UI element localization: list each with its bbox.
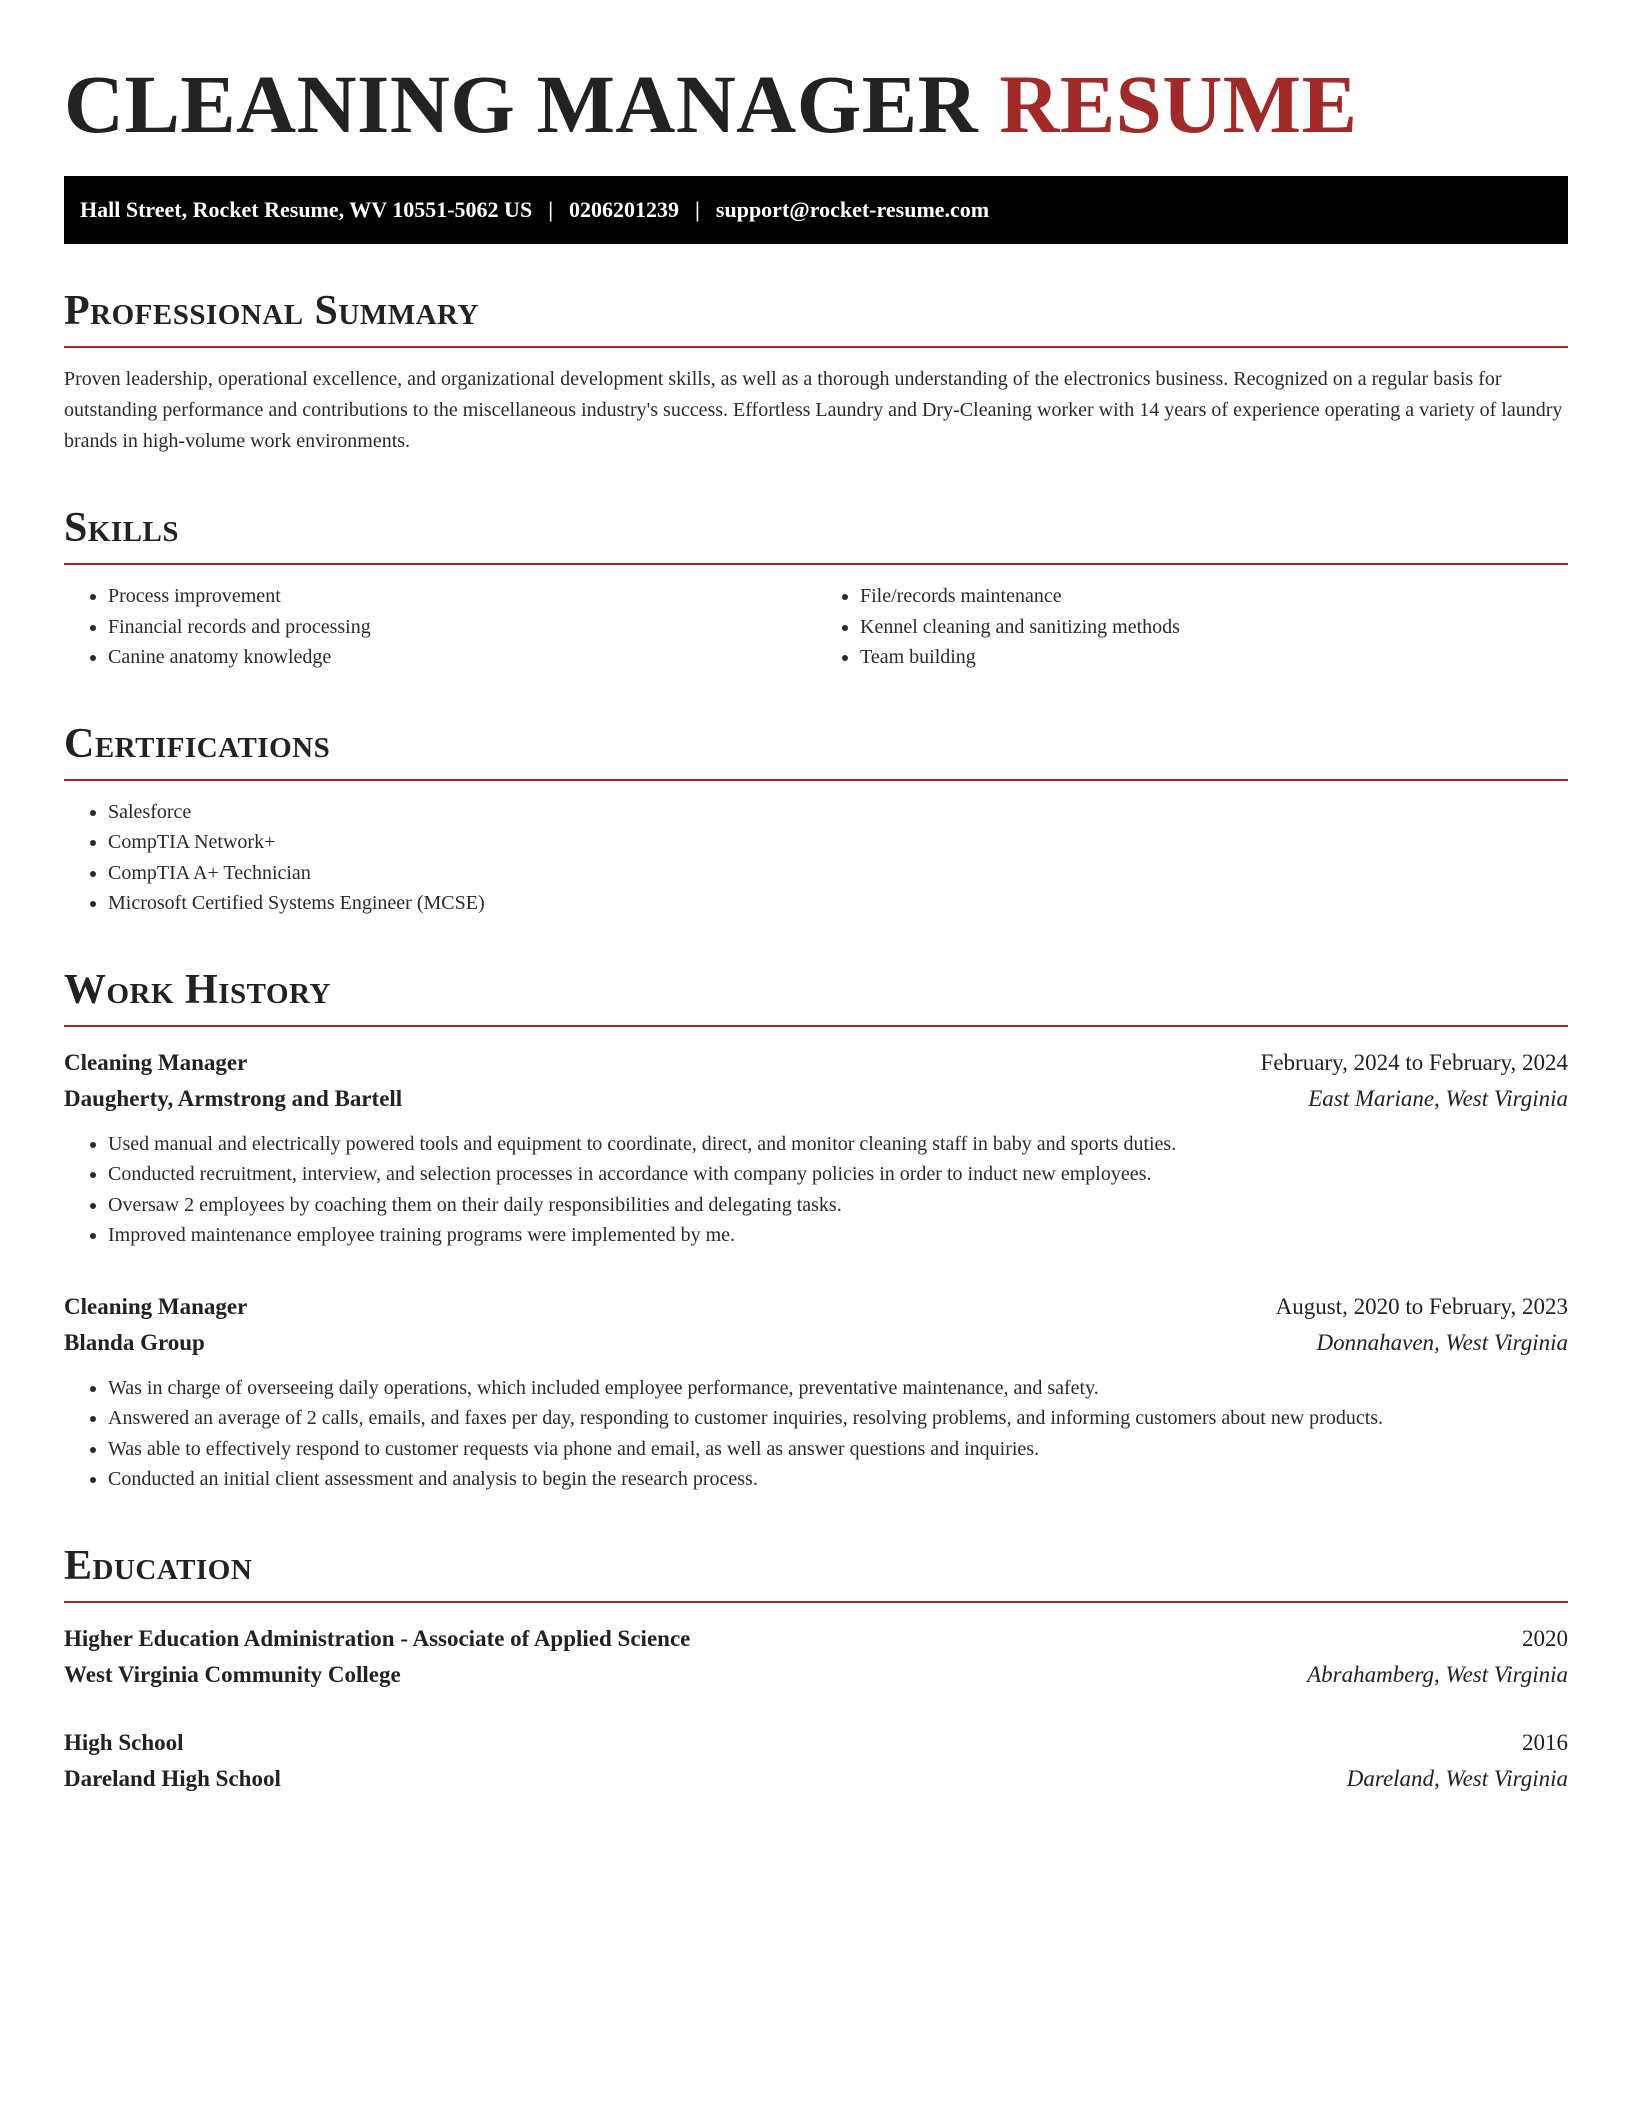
job-title: Cleaning Manager [64, 1049, 248, 1075]
job-duties-list [64, 1129, 1568, 1251]
skill-item: • File/records maintenance [860, 581, 1568, 612]
section-heading-summary: Professional Summary [64, 286, 1568, 348]
certification-item: • Microsoft Certified Systems Engineer (MCSE) [108, 888, 1568, 919]
job-dates: February, 2024 to February, 2024 [1260, 1049, 1568, 1075]
education-degree-row [64, 1725, 1568, 1761]
title-accent: RESUME [999, 58, 1358, 150]
section-heading-work-history: Work History [64, 965, 1568, 1027]
education-degree: High School [64, 1729, 184, 1755]
job-duty-item: • Oversaw 2 employees by coaching them on their daily responsibilities and delegating tasks. [108, 1190, 1568, 1221]
skill-item: • Kennel cleaning and sanitizing methods [860, 612, 1568, 643]
certification-item: • CompTIA Network+ [108, 827, 1568, 858]
education-entry [64, 1621, 1568, 1693]
education-degree: Higher Education Administration - Associate of Applied Science [64, 1625, 691, 1651]
job-duty-item: • Answered an average of 2 calls, emails, and faxes per day, responding to customer inquiries, resolving problems, and informing customers about new products. [108, 1403, 1568, 1434]
education-school-row [64, 1657, 1568, 1693]
contact-separator: | [695, 197, 700, 222]
job-duty-item: • Was able to effectively respond to customer requests via phone and email, as well as answer questions and inquiries. [108, 1434, 1568, 1465]
certification-item: • Salesforce [108, 797, 1568, 828]
skill-item: • Team building [860, 642, 1568, 673]
contact-separator: | [548, 197, 554, 222]
education-entry [64, 1725, 1568, 1797]
job-location: East Mariane, West Virginia [1308, 1085, 1568, 1111]
skills-grid [64, 581, 1568, 673]
job-duty-item: • Conducted an initial client assessment and analysis to begin the research process. [108, 1464, 1568, 1495]
skills-list-left [64, 581, 816, 673]
job-company-row [64, 1081, 1568, 1117]
education-location: Dareland, West Virginia [1346, 1765, 1568, 1791]
skill-item: • Canine anatomy knowledge [108, 642, 816, 673]
section-heading-education: Education [64, 1541, 1568, 1603]
education-year: 2016 [1522, 1729, 1568, 1755]
certifications-list [64, 797, 1568, 919]
job-title: Cleaning Manager [64, 1293, 248, 1319]
job-duties-list [64, 1373, 1568, 1495]
job-duty-item: • Was in charge of overseeing daily operations, which included employee performance, preventative maintenance, and safety. [108, 1373, 1568, 1404]
job-entry [64, 1045, 1568, 1251]
section-heading-skills: Skills [64, 503, 1568, 565]
contact-address: Hall Street, Rocket Resume, WV 10551-5062 US [80, 197, 533, 222]
job-company: Blanda Group [64, 1329, 205, 1355]
job-entry [64, 1289, 1568, 1495]
skill-item: • Process improvement [108, 581, 816, 612]
title-main: CLEANING MANAGER [64, 58, 979, 150]
job-duty-item: • Improved maintenance employee training programs were implemented by me. [108, 1220, 1568, 1251]
job-header-row [64, 1289, 1568, 1325]
resume-title [64, 0, 1568, 152]
education-year: 2020 [1522, 1625, 1568, 1651]
job-duty-item: • Used manual and electrically powered tools and equipment to coordinate, direct, and monitor cleaning staff in baby and sports duties. [108, 1129, 1568, 1160]
skills-list-right [816, 581, 1568, 673]
certification-item: • CompTIA A+ Technician [108, 858, 1568, 889]
education-school: West Virginia Community College [64, 1661, 401, 1687]
section-heading-certifications: Certifications [64, 719, 1568, 781]
resume-page [64, 0, 1568, 1797]
contact-bar [64, 176, 1568, 244]
summary-text: Proven leadership, operational excellence, and organizational development skills, as well as a thorough understanding of the electronics business. Recognized on a regular basis for outstanding performance and contributions to the miscellaneous industry's success. Effortless Laundry and Dry-Cleaning worker with 14 years of experience operating a variety of laundry brands in high-volume work environments. [64, 368, 1563, 452]
job-header-row [64, 1045, 1568, 1081]
job-dates: August, 2020 to February, 2023 [1275, 1293, 1568, 1319]
job-company: Daugherty, Armstrong and Bartell [64, 1085, 403, 1111]
job-company-row [64, 1325, 1568, 1361]
education-school-row [64, 1761, 1568, 1797]
job-duty-item: • Conducted recruitment, interview, and selection processes in accordance with company policies in order to induct new employees. [108, 1159, 1568, 1190]
contact-email: support@rocket-resume.com [715, 197, 990, 222]
education-location: Abrahamberg, West Virginia [1307, 1661, 1568, 1687]
contact-phone: 0206201239 [569, 197, 680, 222]
skill-item: • Financial records and processing [108, 612, 816, 643]
education-degree-row [64, 1621, 1568, 1657]
education-school: Dareland High School [64, 1765, 281, 1791]
job-location: Donnahaven, West Virginia [1316, 1329, 1568, 1355]
